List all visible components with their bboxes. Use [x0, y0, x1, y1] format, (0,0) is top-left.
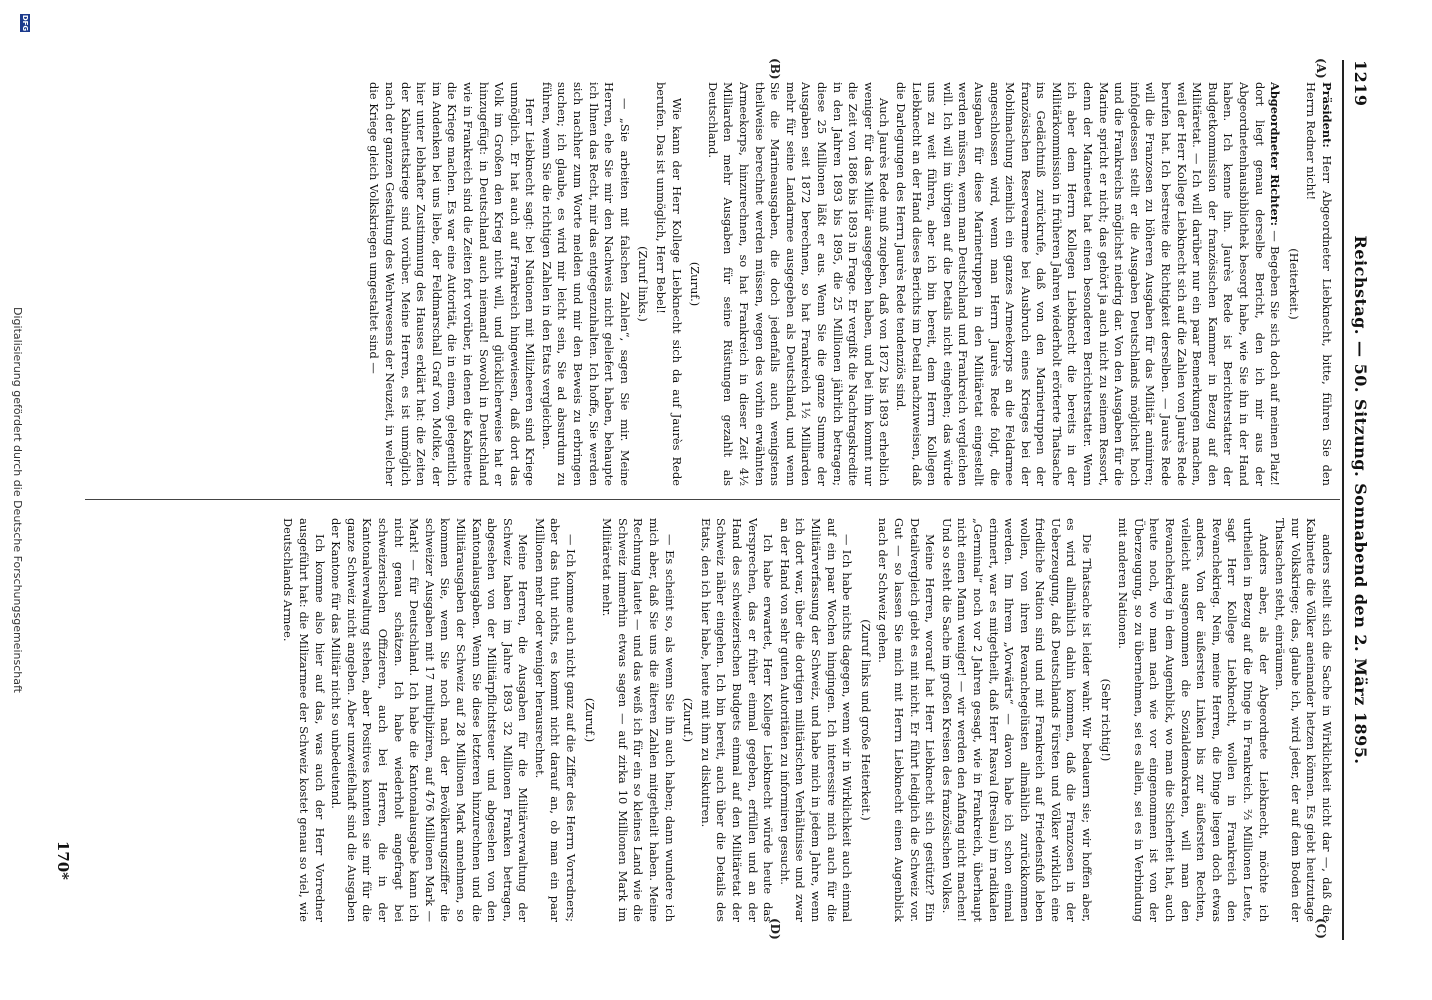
paragraph: — „Sie arbeiten mit falschen Zahlen“, sagen Sie mir. Meine Herren, ehe Sie mir den Nachweis nicht geliefert haben, behaupte ich Ihnen das Recht, mir das entgegenzuhalten. Ich hoffe, Sie werden sich nachher zum Worte melden und mir den Beweis zu erbringen suchen; ich glaube, es wird mir leicht sein, Sie ad absurdum zu führen, wenn Sie die richtigen Zahlen in den Etats vergleichen.: [539, 82, 632, 486]
paragraph: Meine Herren, worauf hat Herr Liebknecht sich gestützt? Ein Detailvergleich giebt es mit nicht. Er führt lediglich die Schweiz vor. Gut — so lassen Sie mich mit Herrn Liebknecht einen Augenblick nach der Schweiz gehen.: [876, 518, 938, 922]
margin-mark-c: (C): [1314, 918, 1328, 939]
margin-mark-d: (D): [768, 918, 782, 940]
paragraph: Ich habe erwartet, Herr Kollege Liebknecht würde heute das Versprechen, das er früher einmal gegeben, erfüllen und an der Hand des schweizerischen Budgets einmal auf den Militäretat der Schweiz näher eingehen. Ich bin bereit, auch über die Details des Etats, den ich hier habe, heute mit ihm zu diskutiren.: [698, 518, 776, 922]
speaker-name: Abgeordneter Richter:: [1268, 82, 1283, 227]
page-number: 1219: [1351, 60, 1370, 107]
page-header: [1344, 60, 1370, 940]
speaker-name: Präsident:: [1320, 82, 1334, 148]
paragraph: Die Thatsache ist leider wahr. Wir bedauern sie; wir hoffen aber, es wird allmählich dahin kommen, daß die Franzosen in der Ueberzeugung, daß Deutschlands Fürsten und Völker wirklich eine friedliche Nation sind und mit Frankreich auf Friedensfuß leben wollen, von ihren Revanchegelüsten allmählich zurückkommen werden. Im Ihrem „Vorwärts“ — davon habe ich schon einmal erinnert, war es mitgetheilt, daß Herr Rasval (Breslau) im radikalen „Germinal“ noch vor 2 Jahren gesagt, wie in Frankreich, überhaupt nicht einen Mann weniger! — wir werden den Anfang nicht machen! Und so steht die Sache im großen Kreisen des französischen Volkes.: [939, 518, 1095, 922]
paragraph: Meine Herren, die Ausgaben für die Militärverwaltung der Schweiz haben im Jahre 1893 32 Millionen Franken betragen, abgesehen von der Militärpflichtsteuer und abgesehen von den Kantonalausgaben. Wenn Sie diese letzteren hinzurechnen und die Militärausgaben der Schweiz auf 28 Millionen Mark annehmen, so kommen Sie, wenn Sie noch nach der Bevölkerungsziffer die schweizer Ausgaben mit 17 multipliziren, auf 476 Millionen Mark — Mark! — für Deutschland. Ich habe die Kantonalausgabe kann ich nicht genau schätzen. Ich habe wiederholt angefragt bei schweizerischen Offizieren, auch bei Herren, die in der Kantonalverwaltung stehen, aber Positives konnten sie mir für die ganze Schweiz nicht angeben. Aber unzweifelhaft sind die Ausgaben der Kantone für das Militär nicht so unbedeutend.: [329, 518, 531, 922]
interjection: (Zuruf.): [681, 697, 696, 743]
paragraph: Auch Jaurès Rede muß zugeben, daß von 1872 bis 1893 erheblich weniger für das Militär ausgegeben haben, und bei ihm kommt nur die Zeit von 1886 bis 1893 in Frage. Er vergißt die Nachtragskredite in den Jahren 1893 bis 1895, die 25 Millionen jährlich betragen; diese 25 Millionen läßt er aus. Wenn Sie die ganze Summe der Ausgaben seit 1872 berechnen, so hat Frankreich 1½ Milliarden mehr für seine Landarmee ausgegeben als Deutschland, und wenn Sie die Marineausgaben, die doch jedenfalls auch wenigstens theilweise berechnet werden müssen, wegen des vorhin erwähnten Armeekorps, hinzurechnen, so hat Frankreich in dieser Zeit 4½ Milliarden mehr Ausgaben für seine Rüstungen gezahlt als Deutschland.: [705, 82, 892, 486]
interjection: (Sehr richtig!): [1098, 678, 1113, 762]
paragraph: anders stellt sich die Sache in Wirklichkeit nicht dar —, daß die Kabinette die Völker aneinander hetzen können. Es giebt heutzutage nur Volkskriege; das, glaube ich, wird jeder, der auf dem Boden der Thatsachen steht, einräumen.: [1273, 518, 1334, 922]
paragraph: Anders aber, als der Abgeordnete Liebknecht, möchte ich urtheilen in Bezug auf die Dinge in Frankreich. ⅔ Millionen Leute, sagt Herr Kollege Liebknecht, wollen in Frankreich den Revanchekrieg. Nein, meine Herren, die Dinge liegen doch etwas anders. Von der äußersten Linken bis zur äußersten Rechten, vielleicht ausgenommen die Sozialdemokraten, will man den Revanchekrieg in dem Augenblick, wo man die Sicherheit hat, auch heute noch, wo man nach wie vor eingenommen ist von der Überzeugung, so zu übernehmen, sei es allein, sei es in Verbindung mit anderen Nationen.: [1116, 518, 1271, 922]
paragraph: Wie kann der Herr Kollege Liebknecht sich da auf Jaurès Rede berufen. Das ist unmöglich, Herr Bebel!: [654, 82, 684, 486]
digitization-credit: Digitalisierung gefördert durch die Deutsche Forschungsgemeinschaft: [11, 307, 24, 693]
column-divider: [85, 499, 1340, 500]
column-right: [84, 518, 1334, 922]
paragraph: — Ich habe nichts dagegen, wenn wir in Wirklichkeit auch einmal auf ein paar Wochen hingingen. Ich interessire mich auch für die Militärverfassung der Schweiz, und habe mich in jedem Jahre, wenn ich dort war, über die dortigen militärischen Verhältnisse und zwar an der Hand von sehr guten Autoritäten zu informiren gesucht.: [777, 518, 855, 922]
speaker-paragraph: Präsident: Herr Abgeordneter Liebknecht, bitte, führen Sie den Herrn Redner nicht!: [1304, 82, 1334, 486]
interjection: (Heiterkeit.): [1286, 248, 1301, 320]
speaker-paragraph: Abgeordneter Richter: — Begeben Sie sich doch auf meinen Platz! dort liegt genau derselbe Bericht, den ich mir aus der Abgeordnetenhausbibliothek besorgt habe, wie Sie ihn in der Hand haben. Ich kenne ihn. Jaurès Rede ist Berichterstatter der Budgetkommission der französischen Kammer in Bezug auf den Militäretat. — Ich will darüber nur ein paar Bemerkungen machen, weil der Herr Kollege Liebknecht sich auf die Zahlen von Jaurès Rede berufen hat. Ich bestreite die Richtigkeit derselben. — Jaurès Rede will die Franzosen zu höheren Ausgaben für das Militär animiren; infolgedessen stellt er die Ausgaben Deutschlands möglichst hoch und die Frankreichs möglichst niedrig dar. Von den Ausgaben für die Marine spricht er nicht; das gehört ja auch nicht zu seinem Ressort, denn der Marineetat hat einen besonderen Berichterstatter. Wenn ich aber dem Herrn Kollegen Liebknecht die bereits in der Militärkommission in früheren Jahren wiederholt erörterte Thatsache ins Gedächtniß zurückrufe, daß von den Marinetruppen der französischen Reservearmee bei Ausbruch eines Krieges bei der Mobilmachung ziemlich ein ganzes Armeekorps an die Feldarmee angeschlossen wird, wenn man Herrn Jaurès Rede folgt, die Ausgaben für diese Marinetruppen in den Militäretat eingestellt werden müssen, wenn man Deutschland und Frankreich vergleichen will. Ich will im übrigen auf die Details nicht eingehen; das würde uns zu weit führen, aber ich bin bereit, dem Herrn Kollegen Liebknecht an der Hand dieses Berichts im Detail nachzuweisen, daß die Darlegungen des Herrn Jaurès Rede tendenziös sind.: [893, 82, 1283, 486]
dfg-logo: DFG: [21, 14, 29, 32]
paragraph: Herr Liebknecht sagt: bei Nationen mit Milizheeren sind Kriege unmöglich. Er hat auch auf Frankreich hingewiesen, daß dort das Volk im Großen den Krieg nicht will, und glücklicherweise hat er hinzugefügt: in Deutschland auch niemand! Sowohl in Deutschland wie in Frankreich sind die Zeiten fort vorüber, in denen die Kabinette die Kriege machen. Es war eine Autorität, die in einem, gelegentlich im Andenken bei uns liebe, der Feldmarschall Graf von Moltke, der hier unter lebhafter Zustimmung des Hauses erklärt hat: die Zeiten der Kabinettskriege sind vorüber. Meine Herren, es ist unmöglich nach der ganzen Gestaltung des Wehrwesens der Neuzeit, in welcher die Kriege gleich Volkskriegen umgestaltet sind —: [367, 82, 538, 486]
margin-mark-b: (B): [768, 58, 782, 80]
paragraph: — Ich komme auch nicht ganz auf die Ziffer des Herrn Vorredners; aber das thut nichts, es kommt nicht darauf an, ob man ein paar Millionen mehr oder weniger herausrechnet.: [532, 518, 579, 922]
interjection: (Zuruf.): [688, 261, 703, 307]
interjection: (Zuruf.): [582, 697, 597, 743]
interjection: (Zuruf links und große Heiterkeit.): [858, 619, 873, 821]
column-left: [84, 82, 1334, 486]
interjection: (Zuruf links.): [636, 246, 651, 322]
folio-number: 170*: [54, 840, 72, 880]
paragraph: — Es scheint so, als wenn Sie ihn auch haben; dann wundere ich mich aber, daß Sie uns die älteren Zahlen mitgetheilt haben. Meine Rechnung lautet — und das weiß ich für ein so kleines Land wie die Schweiz immerhin etwas sagen — auf zirka 10 Millionen Mark im Militäretat mehr.: [600, 518, 677, 922]
header-rule: [1342, 60, 1344, 940]
running-title: Reichstag. — 50. Sitzung. Sonnabend den 2. März 1895.: [1351, 235, 1370, 765]
margin-mark-a: (A): [1314, 58, 1328, 79]
paragraph: Ich komme also hier auf das, was auch der Herr Vorredner ausgeführt hat: die Milizarmee der Schweiz kostet genau so viel, wie Deutschlands Armee.: [281, 518, 327, 922]
